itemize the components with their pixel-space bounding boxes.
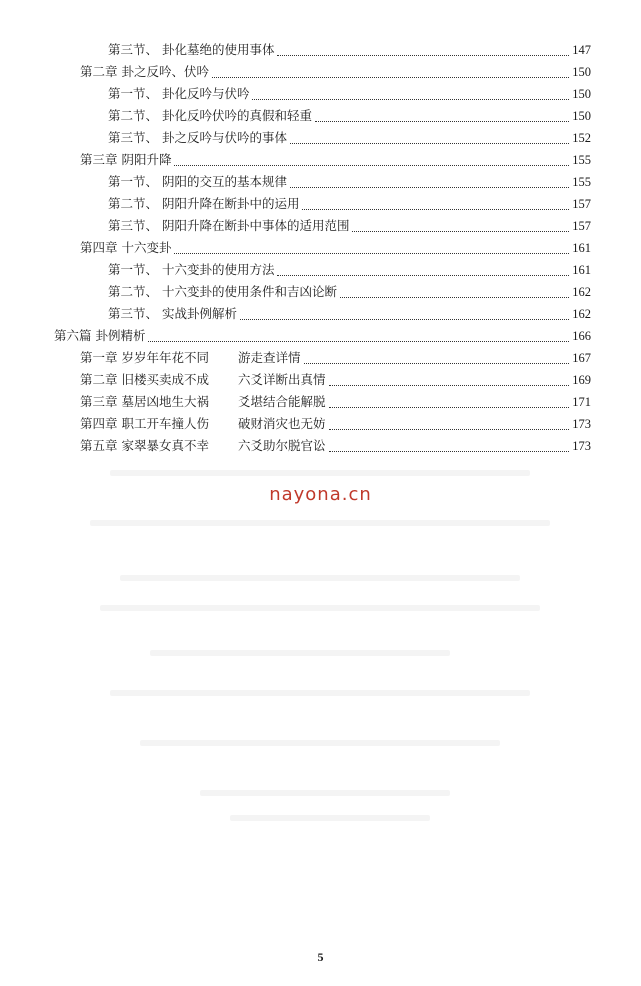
toc-entry-label: 第二节、 卦化反吟伏吟的真假和轻重 <box>108 108 312 123</box>
toc-entry <box>80 238 591 258</box>
toc-case-subtitle: 游走查详情 <box>238 350 301 365</box>
toc-entry <box>108 172 591 192</box>
dot-leader <box>329 428 570 430</box>
toc-entry-page: 171 <box>572 395 591 409</box>
toc-entry-page: 167 <box>572 351 591 365</box>
page-number: 5 <box>317 950 324 964</box>
toc-entry-label: 第六篇 卦例精析 <box>54 328 146 343</box>
toc-entry-page: 161 <box>572 241 591 255</box>
dot-leader <box>315 120 569 122</box>
toc-case-subtitle: 六爻助尔脱官讼 <box>238 438 326 453</box>
toc-entry <box>108 304 591 324</box>
toc-entry-page: 162 <box>572 285 591 299</box>
toc-entry-page: 169 <box>572 373 591 387</box>
toc-entry <box>108 84 591 104</box>
toc-entry <box>108 282 591 302</box>
toc-entry-label: 第二章 卦之反吟、伏吟 <box>80 64 209 79</box>
dot-leader <box>290 142 569 144</box>
dot-leader <box>304 362 570 364</box>
dot-leader <box>277 54 569 56</box>
toc-entry-label: 第三节、 实战卦例解析 <box>108 306 237 321</box>
toc-entry-page: 173 <box>572 439 591 453</box>
dot-leader <box>240 318 569 320</box>
toc-entry-label: 第二节、 十六变卦的使用条件和吉凶论断 <box>108 284 337 299</box>
toc-entry-label: 第三节、 阴阳升降在断卦中事体的适用范围 <box>108 218 350 233</box>
toc-entry-label: 第三节、 卦之反吟与伏吟的事体 <box>108 130 287 145</box>
toc-case-chapter: 第二章 旧楼买卖成不成 <box>80 372 209 387</box>
toc-case-chapter: 第四章 职工开车撞人伤 <box>80 416 209 431</box>
toc-entry-label: 第一节、 卦化反吟与伏吟 <box>108 86 250 101</box>
toc-entry <box>80 62 591 82</box>
toc-case-chapter: 第三章 墓居凶地生大祸 <box>80 394 209 409</box>
toc-entry-page: 150 <box>572 109 591 123</box>
toc-entry-page: 155 <box>572 153 591 167</box>
dot-leader <box>329 450 570 452</box>
toc-case-entry <box>80 436 591 456</box>
toc-entry-page: 162 <box>572 307 591 321</box>
dot-leader <box>212 76 569 78</box>
toc-case-entry <box>80 414 591 434</box>
toc-case-chapter: 第五章 家翠暴女真不幸 <box>80 438 209 453</box>
dot-leader <box>302 208 569 210</box>
watermark-text: nayona.cn <box>269 484 372 505</box>
toc-entry <box>108 260 591 280</box>
toc-entry-page: 157 <box>572 197 591 211</box>
dot-leader <box>290 186 569 188</box>
dot-leader <box>352 230 569 232</box>
toc-entry-page: 157 <box>572 219 591 233</box>
toc-case-subtitle: 破财消灾也无妨 <box>238 416 326 431</box>
dot-leader <box>329 406 570 408</box>
toc-entry <box>108 216 591 236</box>
dot-leader <box>252 98 569 100</box>
toc-entry-page: 161 <box>572 263 591 277</box>
toc-entry-label: 第一节、 十六变卦的使用方法 <box>108 262 275 277</box>
toc-entry-page: 150 <box>572 87 591 101</box>
dot-leader <box>148 340 569 342</box>
toc-entry <box>80 150 591 170</box>
dot-leader <box>174 164 569 166</box>
toc-entry-label: 第一节、 阴阳的交互的基本规律 <box>108 174 287 189</box>
toc-case-entry <box>80 348 591 368</box>
toc-entry-page: 152 <box>572 131 591 145</box>
toc-entry <box>108 128 591 148</box>
toc-entry <box>54 326 591 346</box>
toc-entry <box>108 106 591 126</box>
toc-entry-page: 173 <box>572 417 591 431</box>
toc-case-entry <box>80 392 591 412</box>
toc-entry-label: 第三章 阴阳升降 <box>80 152 172 167</box>
dot-leader <box>329 384 570 386</box>
toc-case-subtitle: 六爻详断出真情 <box>238 372 326 387</box>
dot-leader <box>174 252 569 254</box>
toc-entry <box>108 40 591 60</box>
toc-entry-label: 第二节、 阴阳升降在断卦中的运用 <box>108 196 300 211</box>
toc-entry-page: 166 <box>572 329 591 343</box>
dot-leader <box>277 274 569 276</box>
toc-case-subtitle: 爻堪结合能解脱 <box>238 394 326 409</box>
toc-case-chapter: 第一章 岁岁年年花不同 <box>80 350 209 365</box>
toc-entry-label: 第四章 十六变卦 <box>80 240 172 255</box>
dot-leader <box>340 296 569 298</box>
toc-entry-page: 155 <box>572 175 591 189</box>
toc-entry-label: 第三节、 卦化墓绝的使用事体 <box>108 42 275 57</box>
toc-case-entry <box>80 370 591 390</box>
toc-entry-page: 147 <box>572 43 591 57</box>
toc-entry <box>108 194 591 214</box>
toc-entry-page: 150 <box>572 65 591 79</box>
